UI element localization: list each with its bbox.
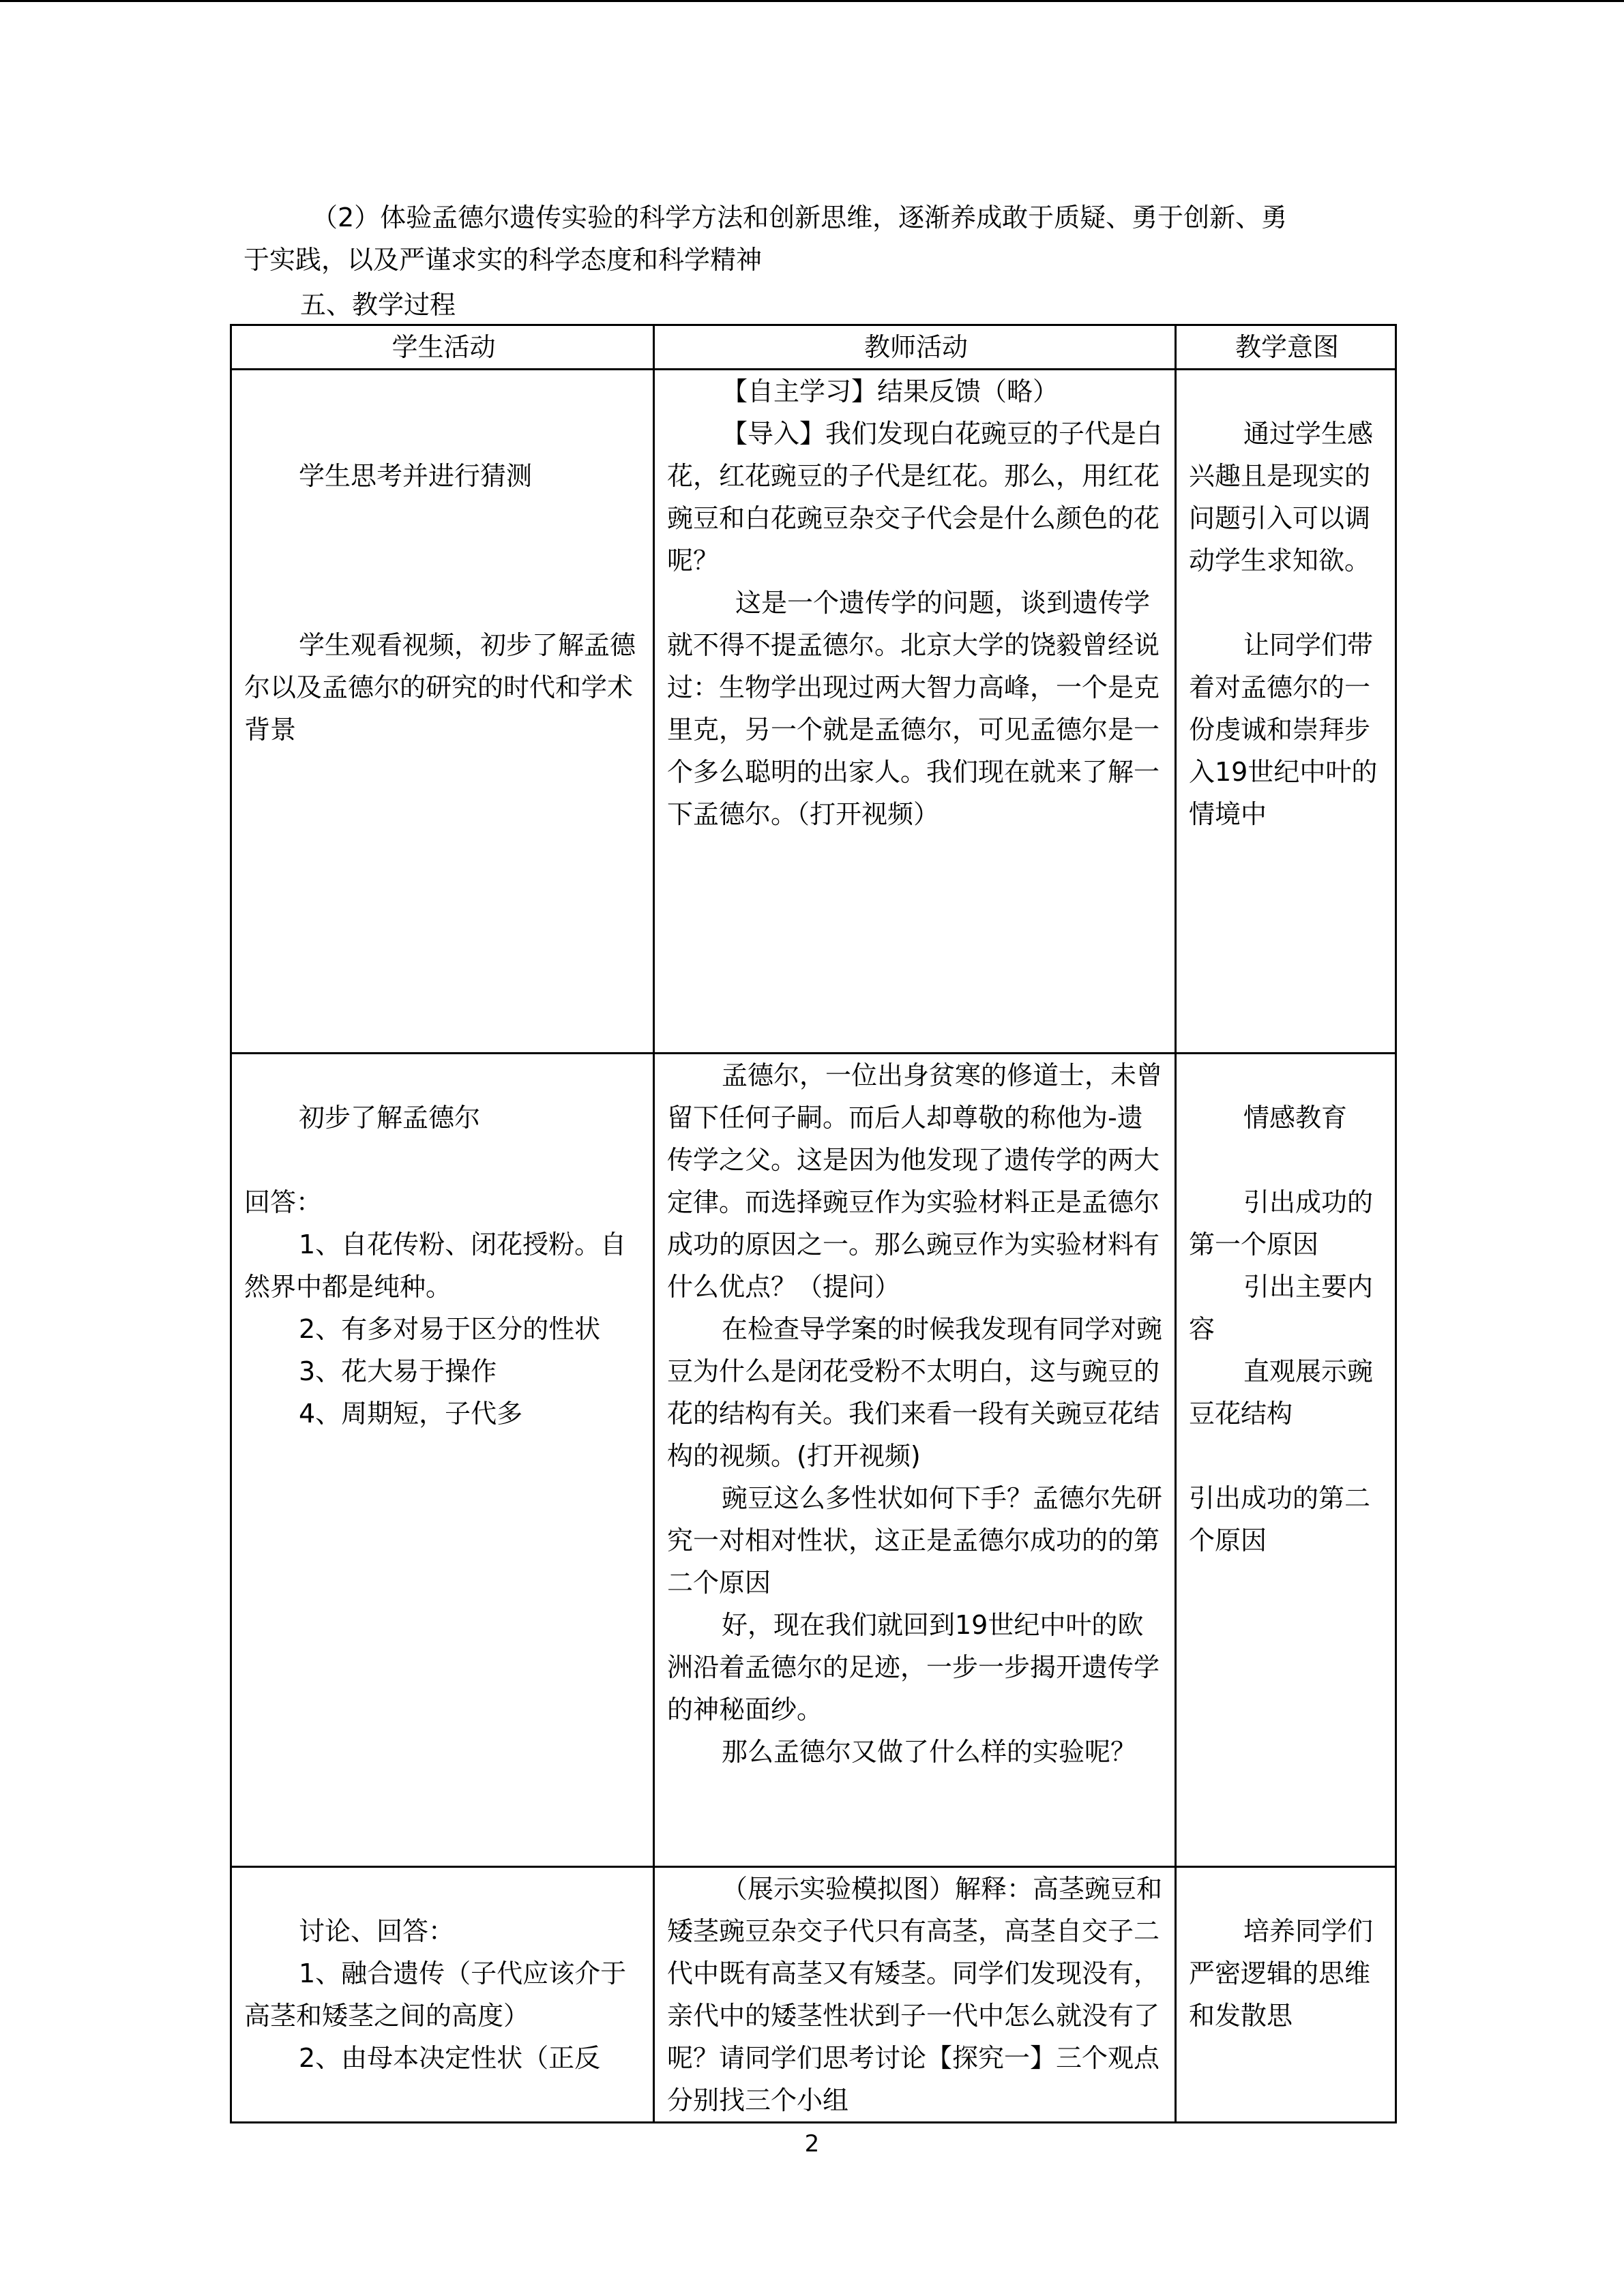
student-text: 2、由母本决定性状（正反: [299, 2043, 601, 2073]
student-text: 1、融合遗传（子代应该介于高茎和矮茎之间的高度）: [244, 1958, 627, 2031]
student-activity-cell: [231, 1054, 654, 1867]
teaching-process-table: [230, 324, 1397, 2123]
intent-text: 引出主要内容: [1189, 1272, 1374, 1344]
table-row: [231, 1054, 1396, 1867]
student-text: 回答：: [244, 1187, 323, 1217]
header-teaching-intent: 教学意图: [1176, 325, 1396, 370]
teacher-text: （展示实验模拟图）解释：高茎豌豆和矮茎豌豆杂交子代只有高茎，高茎自交子二代中既有高茎又有矮茎。同学们发现没有，亲代中的矮茎性状到子一代中怎么就没有了呢？请同学们思考讨论【探究一】三个观点分别找三个小组: [667, 1874, 1163, 2115]
student-text: 4、周期短，子代多: [299, 1399, 523, 1429]
page-number: 2: [804, 2130, 820, 2158]
table-row: [231, 1867, 1396, 2123]
student-text: 学生思考并进行猜测: [299, 461, 533, 491]
teacher-text: 孟德尔，一位出身贫寒的修道士，未曾留下任何子嗣。而后人却尊敬的称他为-遗传学之父。这是因为他发现了遗传学的两大定律。而选择豌豆作为实验材料正是孟德尔成功的原因之一。那么豌豆作为实验材料有什么优点？（提问）: [667, 1060, 1163, 1302]
page-top-border: [0, 0, 1624, 2]
intro-paragraph: [243, 196, 1389, 281]
section-heading: 五、教学过程: [300, 290, 456, 320]
intent-text: 让同学们带着对孟德尔的一份虔诚和崇拜步入19世纪中叶的情境中: [1189, 630, 1378, 829]
intent-text: 情感教育: [1243, 1103, 1348, 1133]
table-row: [231, 370, 1396, 1054]
header-teacher-activity: 教师活动: [654, 325, 1176, 370]
teacher-activity-cell: [654, 1054, 1176, 1867]
intent-text: 引出成功的第一个原因: [1189, 1187, 1374, 1259]
student-text: 学生观看视频，初步了解孟德尔以及孟德尔的研究的时代和学术背景: [244, 630, 636, 745]
student-text: 2、有多对易于区分的性状: [299, 1314, 601, 1344]
table-header-row: [231, 325, 1396, 370]
intent-text: 直观展示豌豆花结构: [1189, 1356, 1374, 1429]
teacher-text: 那么孟德尔又做了什么样的实验呢？: [722, 1737, 1137, 1767]
intent-text: 培养同学们严密逻辑的思维和发散思: [1189, 1916, 1374, 2031]
teacher-text: 好，现在我们就回到19世纪中叶的欧洲沿着孟德尔的足迹，一步一步揭开遗传学的神秘面纱。: [667, 1610, 1160, 1725]
teacher-activity-cell: [654, 370, 1176, 1054]
student-activity-cell: [231, 370, 654, 1054]
objective-line-1: （2）体验孟德尔遗传实验的科学方法和创新思维，逐渐养成敢于质疑、勇于创新、勇: [312, 203, 1288, 233]
teacher-text: 【自主学习】结果反馈（略）: [722, 376, 1059, 406]
teaching-intent-cell: [1176, 370, 1396, 1054]
student-activity-cell: [231, 1867, 654, 2123]
teacher-text: 在检查导学案的时候我发现有同学对豌豆为什么是闭花受粉不太明白，这与豌豆的花的结构有关。我们来看一段有关豌豆花结构的视频。(打开视频): [667, 1314, 1163, 1471]
student-text: 讨论、回答：: [299, 1916, 455, 1946]
teacher-text: 这是一个遗传学的问题，谈到遗传学就不得不提孟德尔。北京大学的饶毅曾经说过：生物学出现过两大智力高峰，一个是克里克，另一个就是孟德尔，可见孟德尔是一个多么聪明的出家人。我们现在就来了解一下孟德尔。（打开视频）: [667, 588, 1160, 829]
objective-line-2: 于实践，以及严谨求实的科学态度和科学精神: [243, 245, 763, 275]
teacher-text: 豌豆这么多性状如何下手？孟德尔先研究一对相对性状，这正是孟德尔成功的的第二个原因: [667, 1483, 1163, 1598]
student-text: 3、花大易于操作: [299, 1356, 497, 1386]
intent-text: 通过学生感兴趣且是现实的问题引入可以调动学生求知欲。: [1189, 419, 1374, 576]
teaching-intent-cell: [1176, 1867, 1396, 2123]
teaching-intent-cell: [1176, 1054, 1396, 1867]
student-text: 初步了解孟德尔: [299, 1103, 481, 1133]
teacher-activity-cell: [654, 1867, 1176, 2123]
student-text: 1、自花传粉、闭花授粉。自然界中都是纯种。: [244, 1229, 627, 1302]
intent-text: 引出成功的第二个原因: [1189, 1483, 1371, 1555]
header-student-activity: 学生活动: [231, 325, 654, 370]
teacher-text: 【导入】我们发现白花豌豆的子代是白花，红花豌豆的子代是红花。那么，用红花豌豆和白花豌豆杂交子代会是什么颜色的花呢？: [667, 419, 1163, 576]
